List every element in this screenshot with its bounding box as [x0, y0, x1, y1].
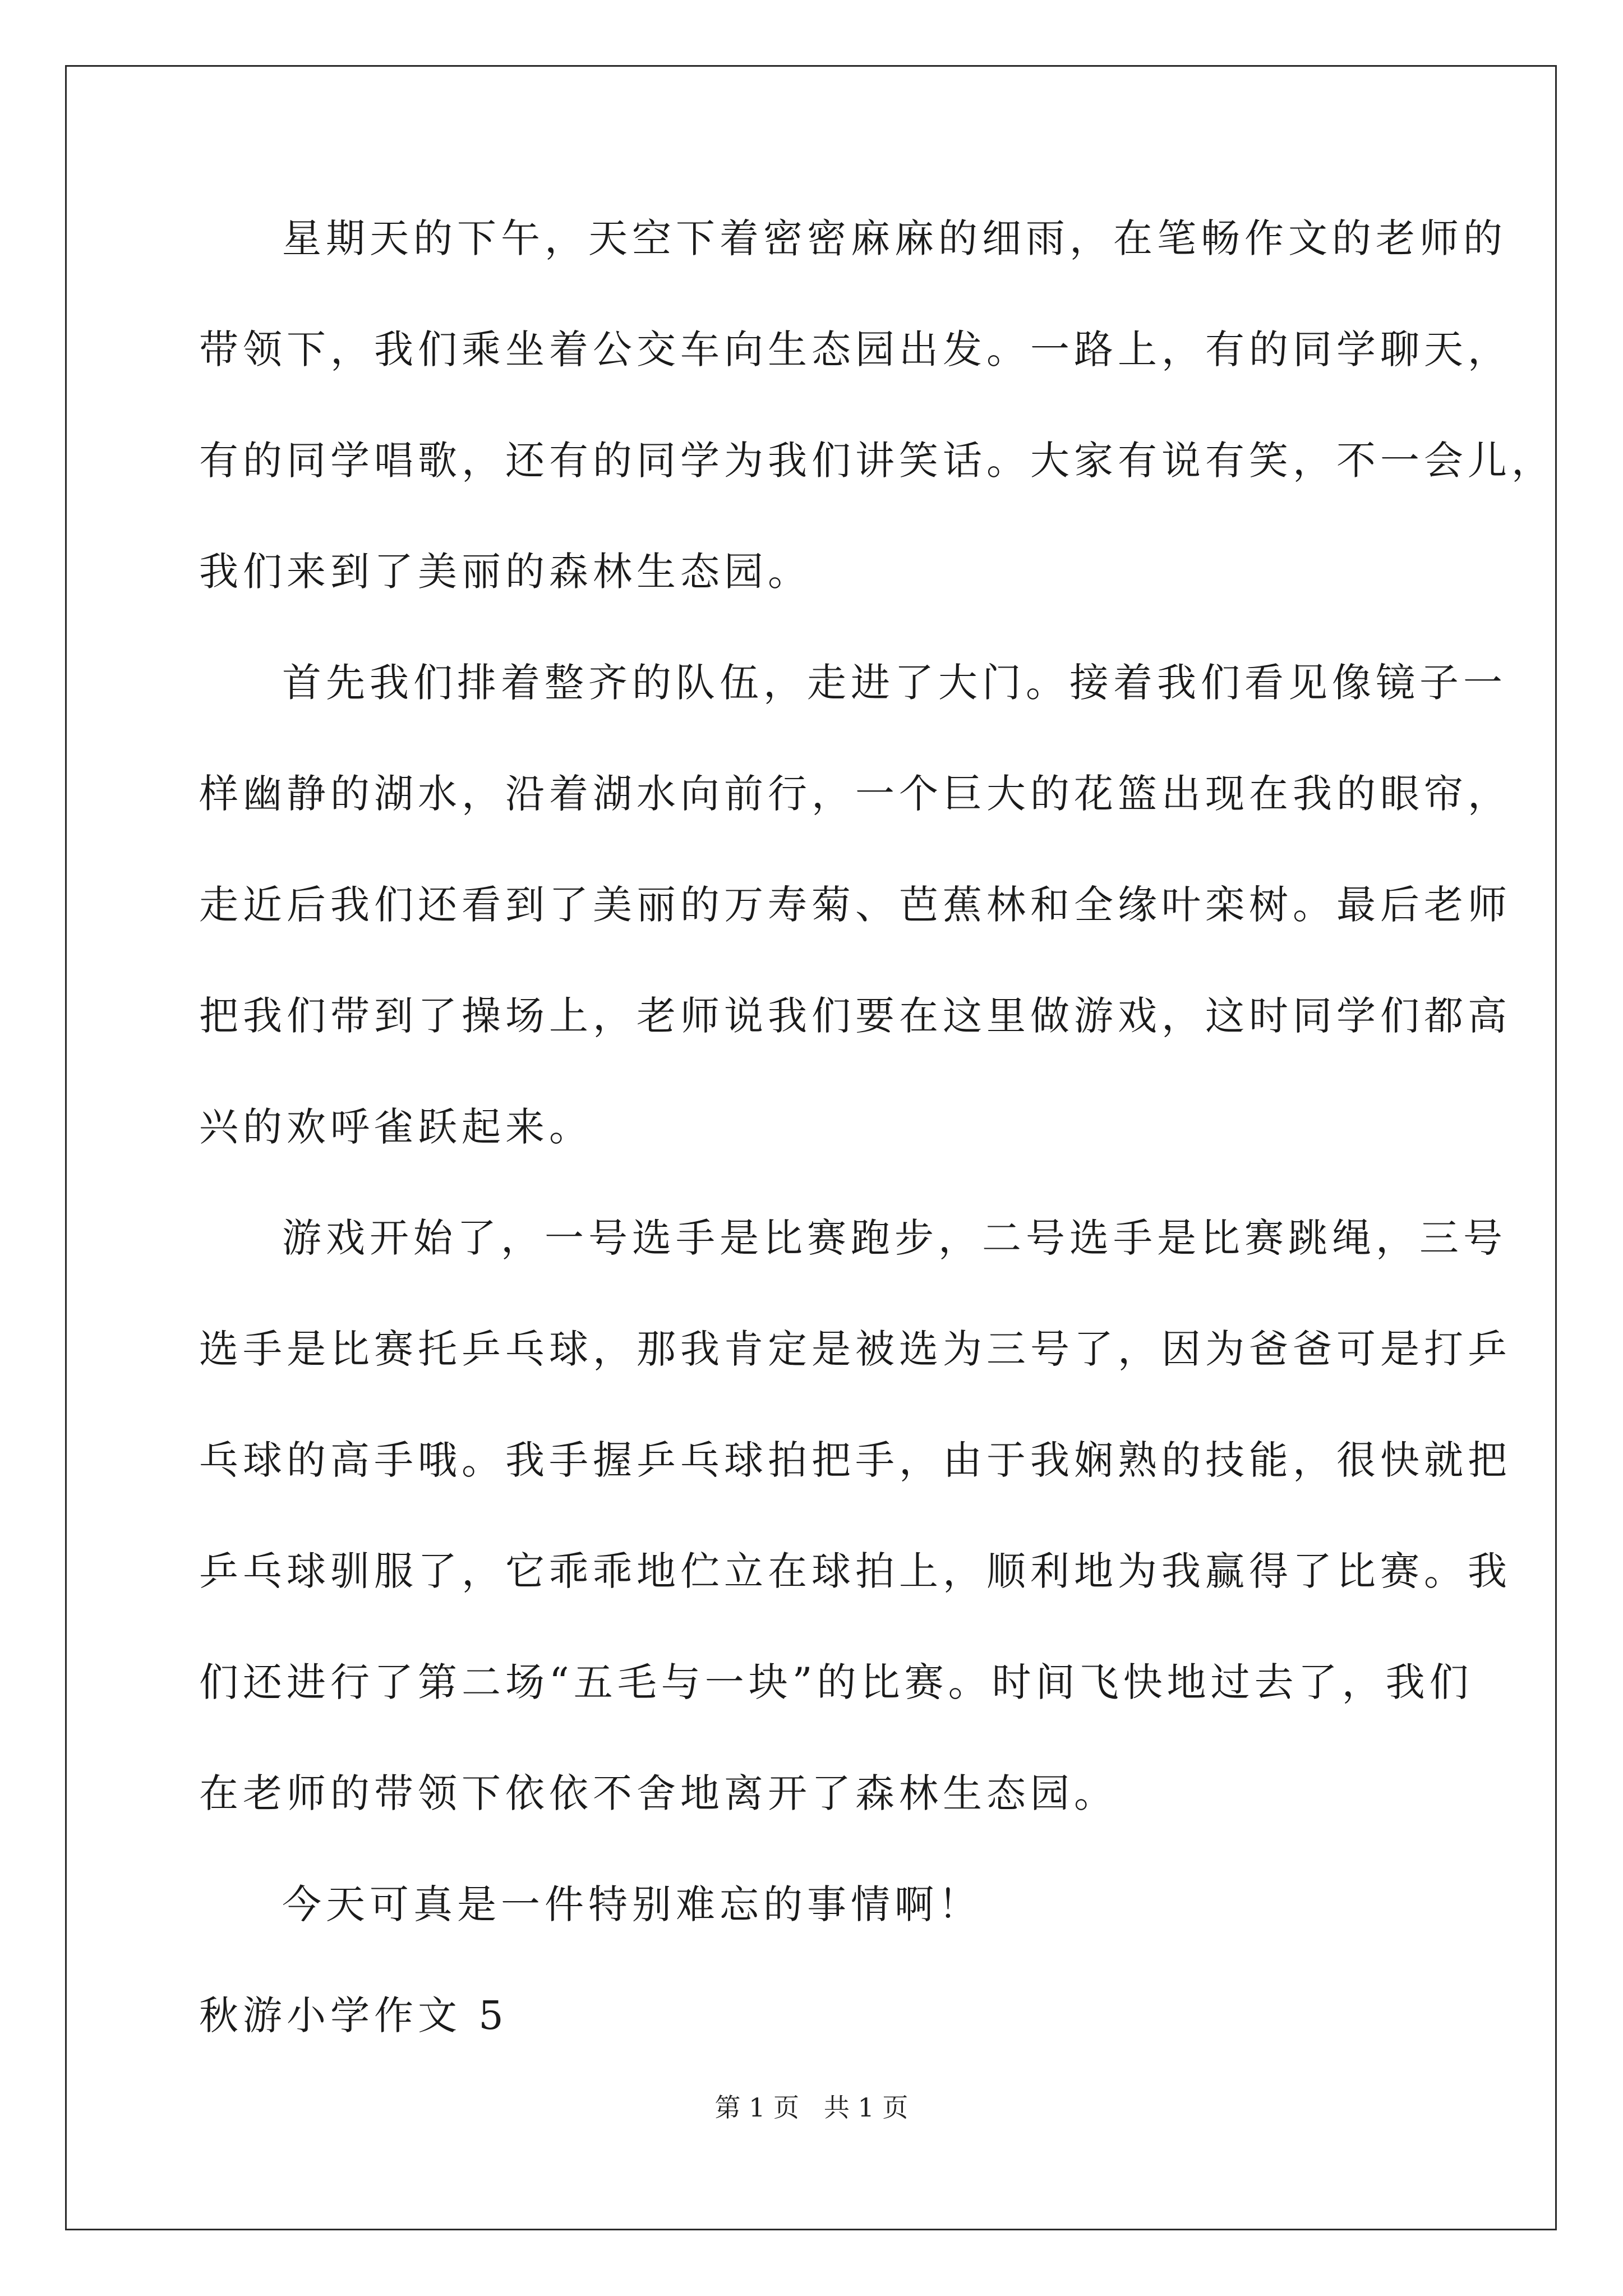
text-line: 星期天的下午，天空下着密密麻麻的细雨，在笔畅作文的老师的 [282, 215, 1507, 261]
text-line: 带领下，我们乘坐着公交车向生态园出发。一路上，有的同学聊天， [199, 326, 1511, 372]
text-line: 选手是比赛托乒乓球，那我肯定是被选为三号了，因为爸爸可是打乒 [199, 1326, 1511, 1372]
text-line: 游戏开始了，一号选手是比赛跑步，二号选手是比赛跳绳，三号 [282, 1215, 1507, 1261]
text-line: 们还进行了第二场“五毛与一块”的比赛。时间飞快地过去了，我们 [199, 1659, 1473, 1705]
text-line: 样幽静的湖水，沿着湖水向前行，一个巨大的花篮出现在我的眼帘， [199, 771, 1511, 817]
text-line: 在老师的带领下依依不舍地离开了森林生态园。 [199, 1770, 1118, 1816]
text-line: 乓球的高手哦。我手握乒乓球拍把手，由于我娴熟的技能，很快就把 [199, 1437, 1511, 1483]
text-line: 有的同学唱歌，还有的同学为我们讲笑话。大家有说有笑，不一会儿， [199, 438, 1555, 484]
page-number-footer: 第 1 页 共 1 页 [714, 2092, 909, 2123]
document-body [199, 215, 1555, 2107]
text-line: 今天可真是一件特别难忘的事情啊！ [282, 1881, 982, 1927]
text-line: 首先我们排着整齐的队伍，走进了大门。接着我们看见像镜子一 [282, 660, 1507, 706]
section-heading: 秋游小学作文 5 [199, 1993, 508, 2039]
text-line: 我们来到了美丽的森林生态园。 [199, 549, 811, 595]
text-line: 乒乓球驯服了，它乖乖地伫立在球拍上，顺利地为我赢得了比赛。我 [199, 1548, 1511, 1594]
text-line: 兴的欢呼雀跃起来。 [199, 1104, 593, 1150]
text-line: 把我们带到了操场上，老师说我们要在这里做游戏，这时同学们都高 [199, 993, 1511, 1039]
text-line: 走近后我们还看到了美丽的万寿菊、芭蕉林和全缘叶栾树。最后老师 [199, 882, 1511, 928]
